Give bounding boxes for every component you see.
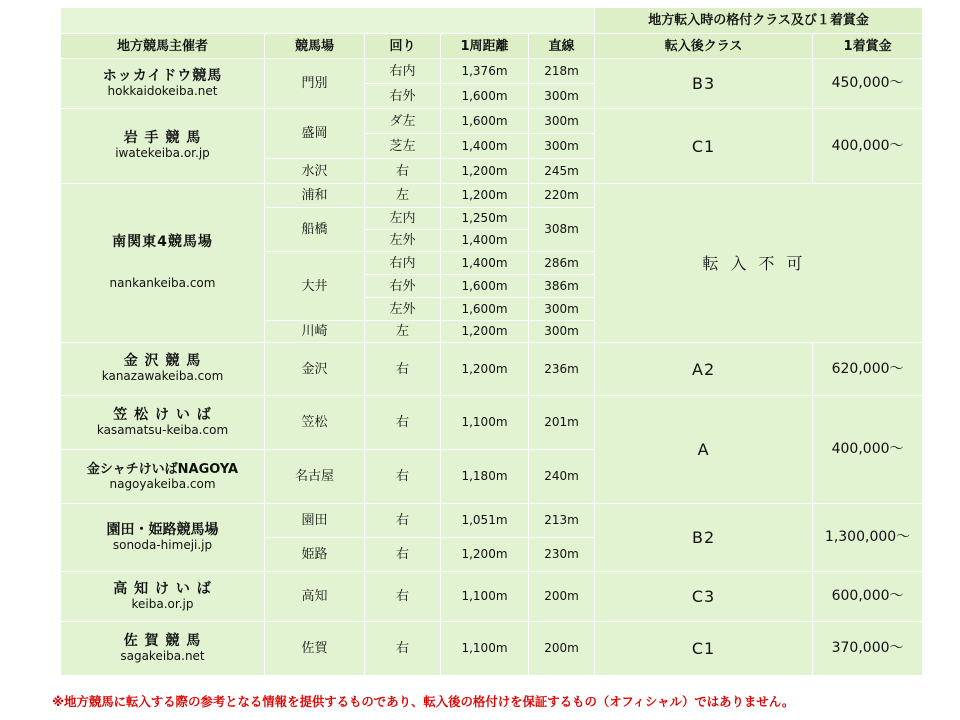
organizer-name: 高 知 け い ば [113, 580, 212, 597]
turn-cell: 右 [365, 396, 441, 450]
organizer-sonoda-himeji [61, 504, 265, 572]
prize-cell: 370,000～ [813, 622, 923, 676]
prize-cell: 450,000～ [813, 59, 923, 109]
distance-cell: 1,400m [441, 252, 529, 275]
turn-cell: 左外 [365, 298, 441, 321]
track-oi: 大井 [265, 252, 365, 321]
distance-cell: 1,200m [441, 538, 529, 572]
organizer-kanazawa [61, 343, 265, 396]
track-kawasaki: 川崎 [265, 321, 365, 343]
col-header-organizer: 地方競馬主催者 [61, 34, 265, 59]
distance-cell: 1,400m [441, 230, 529, 252]
col-header-track: 競馬場 [265, 34, 365, 59]
turn-cell: 左 [365, 321, 441, 343]
turn-cell: 芝左 [365, 134, 441, 159]
distance-cell: 1,200m [441, 159, 529, 184]
organizer-url: kanazawakeiba.com [101, 369, 224, 383]
organizer-kasamatsu [61, 396, 265, 450]
col-header-turn: 回り [365, 34, 441, 59]
turn-cell: ダ左 [365, 109, 441, 134]
turn-cell: 右外 [365, 275, 441, 298]
turn-cell: 右 [365, 450, 441, 504]
track-sonoda: 園田 [265, 504, 365, 538]
class-cell: B2 [595, 504, 813, 572]
organizer-name: 金 沢 競 馬 [123, 353, 202, 369]
straight-cell: 218m [529, 59, 595, 84]
keiba-transfer-table [60, 7, 923, 676]
track-urawa: 浦和 [265, 184, 365, 208]
organizer-minami-kanto [61, 184, 265, 343]
organizer-kochi [61, 572, 265, 622]
track-kochi: 高知 [265, 572, 365, 622]
prize-cell: 620,000～ [813, 343, 923, 396]
track-nagoya: 名古屋 [265, 450, 365, 504]
turn-cell: 右 [365, 572, 441, 622]
track-himeji: 姫路 [265, 538, 365, 572]
turn-cell: 右 [365, 622, 441, 676]
distance-cell: 1,200m [441, 343, 529, 396]
straight-cell: 300m [529, 321, 595, 343]
straight-cell: 386m [529, 275, 595, 298]
prize-cell: 400,000～ [813, 109, 923, 184]
header-blank [61, 8, 595, 34]
col-header-distance: 1周距離 [441, 34, 529, 59]
straight-cell: 230m [529, 538, 595, 572]
distance-cell: 1,376m [441, 59, 529, 84]
organizer-url: sonoda-himeji.jp [112, 537, 213, 552]
straight-cell: 245m [529, 159, 595, 184]
turn-cell: 左外 [365, 230, 441, 252]
distance-cell: 1,250m [441, 208, 529, 230]
organizer-name: ホッカイドウ競馬 [102, 67, 223, 84]
class-cell: B3 [595, 59, 813, 109]
track-monbetsu: 門別 [265, 59, 365, 109]
track-mizusawa: 水沢 [265, 159, 365, 184]
class-cell: A2 [595, 343, 813, 396]
straight-cell: 286m [529, 252, 595, 275]
organizer-url: iwatekeiba.or.jp [115, 146, 210, 160]
distance-cell: 1,200m [441, 184, 529, 208]
organizer-url: nagoyakeiba.com [109, 476, 216, 491]
organizer-url: keiba.or.jp [131, 596, 194, 611]
distance-cell: 1,100m [441, 396, 529, 450]
straight-cell: 213m [529, 504, 595, 538]
organizer-name: 佐 賀 競 馬 [123, 632, 202, 649]
organizer-name: 笠 松 け い ば [113, 406, 212, 423]
track-saga: 佐賀 [265, 622, 365, 676]
organizer-name: 金シャチけいばNAGOYA [86, 461, 239, 477]
organizer-saga [61, 622, 265, 676]
distance-cell: 1,051m [441, 504, 529, 538]
track-kasamatsu: 笠松 [265, 396, 365, 450]
turn-cell: 右 [365, 538, 441, 572]
track-kanazawa: 金沢 [265, 343, 365, 396]
disclaimer-footnote: ※地方競馬に転入する際の参考となる情報を提供するものであり、転入後の格付けを保証するもの（オフィシャル）ではありません。 [52, 694, 795, 709]
straight-cell: 200m [529, 572, 595, 622]
straight-cell: 300m [529, 298, 595, 321]
turn-cell: 右 [365, 343, 441, 396]
prize-cell: 600,000～ [813, 572, 923, 622]
turn-cell: 左 [365, 184, 441, 208]
turn-cell: 右内 [365, 59, 441, 84]
distance-cell: 1,600m [441, 109, 529, 134]
turn-cell: 右内 [365, 252, 441, 275]
distance-cell: 1,400m [441, 134, 529, 159]
class-cell: C1 [595, 622, 813, 676]
not-allowed-cell: 転入不可 [595, 184, 923, 343]
organizer-name: 園田・姫路競馬場 [106, 521, 219, 538]
header-group-title: 地方転入時の格付クラス及び１着賞金 [595, 8, 923, 34]
distance-cell: 1,100m [441, 572, 529, 622]
straight-cell: 300m [529, 109, 595, 134]
straight-cell: 200m [529, 622, 595, 676]
class-cell: A [595, 396, 813, 504]
turn-cell: 左内 [365, 208, 441, 230]
straight-cell: 220m [529, 184, 595, 208]
class-cell: C3 [595, 572, 813, 622]
organizer-url: kasamatsu-keiba.com [96, 422, 229, 437]
straight-cell: 300m [529, 134, 595, 159]
turn-cell: 右外 [365, 84, 441, 109]
prize-cell: 400,000～ [813, 396, 923, 504]
organizer-url: hokkaidokeiba.net [107, 83, 218, 98]
organizer-name: 南関東4競馬場 [112, 234, 213, 250]
organizer-hokkaido [61, 59, 265, 109]
track-funabashi: 船橋 [265, 208, 365, 252]
prize-cell: 1,300,000～ [813, 504, 923, 572]
straight-cell: 236m [529, 343, 595, 396]
straight-cell: 308m [529, 208, 595, 252]
organizer-nagoya [61, 450, 265, 504]
straight-cell: 201m [529, 396, 595, 450]
distance-cell: 1,180m [441, 450, 529, 504]
col-header-class: 転入後クラス [595, 34, 813, 59]
turn-cell: 右 [365, 504, 441, 538]
track-morioka: 盛岡 [265, 109, 365, 159]
distance-cell: 1,200m [441, 321, 529, 343]
distance-cell: 1,600m [441, 84, 529, 109]
organizer-url: nankankeiba.com [109, 276, 216, 290]
col-header-prize: 1着賞金 [813, 34, 923, 59]
distance-cell: 1,100m [441, 622, 529, 676]
organizer-url: sagakeiba.net [120, 648, 205, 663]
col-header-straight: 直線 [529, 34, 595, 59]
straight-cell: 300m [529, 84, 595, 109]
organizer-iwate [61, 109, 265, 184]
straight-cell: 240m [529, 450, 595, 504]
distance-cell: 1,600m [441, 275, 529, 298]
distance-cell: 1,600m [441, 298, 529, 321]
class-cell: C1 [595, 109, 813, 184]
turn-cell: 右 [365, 159, 441, 184]
organizer-name: 岩 手 競 馬 [123, 130, 202, 146]
